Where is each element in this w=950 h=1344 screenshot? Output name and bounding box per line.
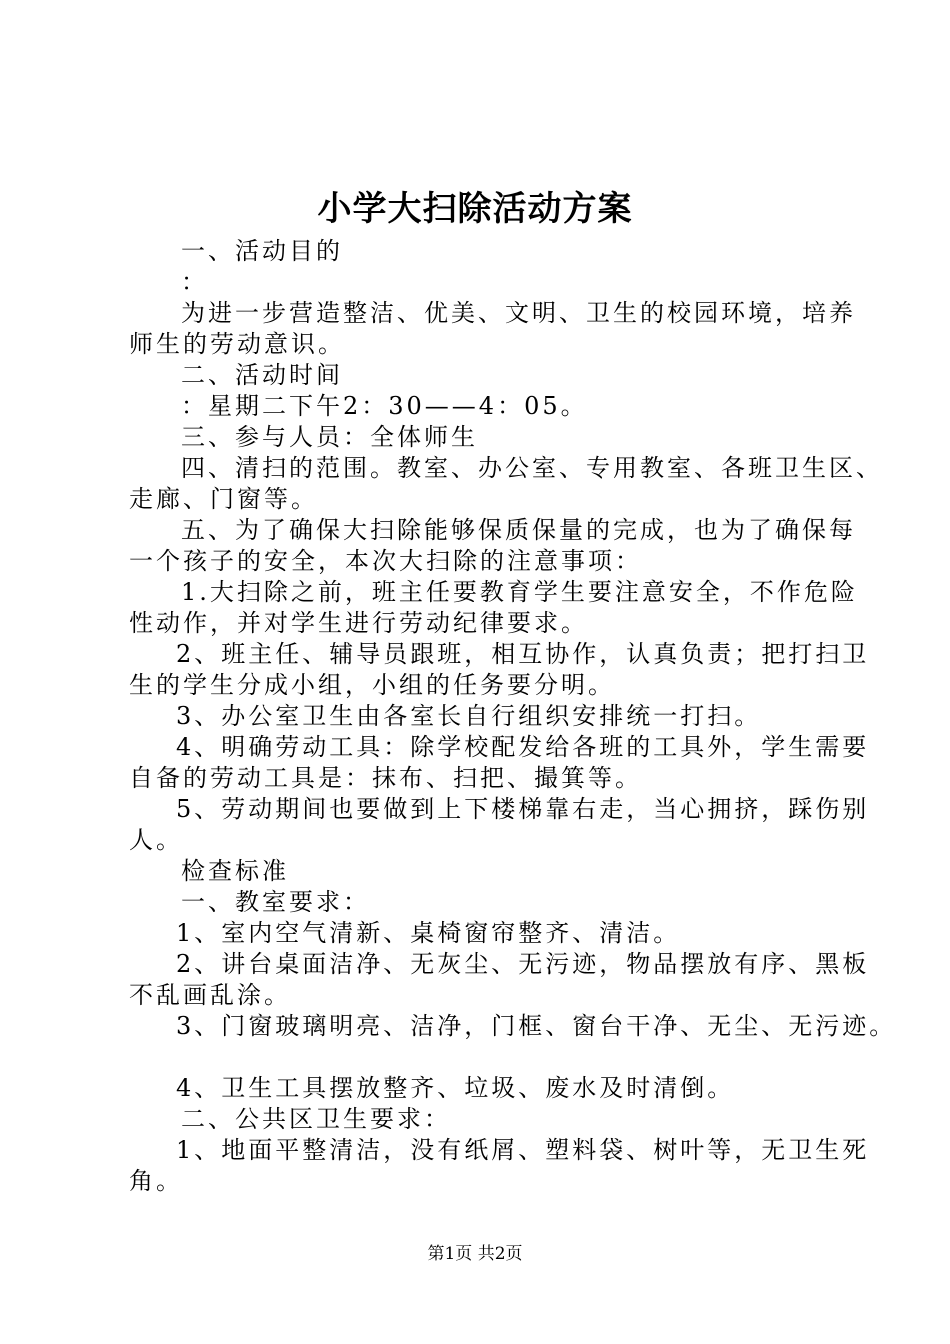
section-heading-public-area: 二、公共区卫生要求： [181,1105,451,1133]
text-line: 师生的劳动意识。 [129,330,345,358]
text-line: 1、室内空气清新、桌椅窗帘整齐、清洁。 [176,919,681,947]
text-line: 3、办公室卫生由各室长自行组织安排统一打扫。 [176,702,762,730]
text-line: ： [181,268,208,296]
document-title: 小学大扫除活动方案 [317,189,633,229]
text-line: 3、门窗玻璃明亮、洁净，门框、窗台干净、无尘、无污迹。 [176,1012,897,1040]
text-line: 五、为了确保大扫除能够保质保量的完成，也为了确保每 [181,516,856,544]
text-line: 为进一步营造整洁、优美、文明、卫生的校园环境，培养 [181,299,856,327]
text-line: 走廊、门窗等。 [129,485,318,513]
text-line: 2、班主任、辅导员跟班，相互协作，认真负责；把打扫卫 [176,640,870,668]
section-heading-purpose: 一、活动目的 [181,237,343,265]
text-line: 角。 [129,1167,183,1195]
document-body [129,236,897,1197]
paragraph-gap [129,1042,849,1073]
text-line: 生的学生分成小组，小组的任务要分明。 [129,671,615,699]
section-heading-classroom: 一、教室要求： [181,888,370,916]
text-line: 自备的劳动工具是：抹布、扫把、撮箕等。 [129,764,642,792]
section-heading-participants: 三、参与人员：全体师生 [181,423,478,451]
text-line: 1.大扫除之前，班主任要教育学生要注意安全，不作危险 [181,578,858,606]
text-line: 2、讲台桌面洁净、无灰尘、无污迹，物品摆放有序、黑板 [176,950,870,978]
text-line: ：星期二下午2：30——4：05。 [181,392,588,420]
text-line: 5、劳动期间也要做到上下楼梯靠右走，当心拥挤，踩伤别 [176,795,870,823]
text-line: 4、明确劳动工具：除学校配发给各班的工具外，学生需要 [176,733,870,761]
page-footer: 第1页 共2页 [427,1244,523,1264]
section-heading-standards: 检查标准 [181,857,289,885]
text-line: 4、卫生工具摆放整齐、垃圾、废水及时清倒。 [176,1074,735,1102]
text-line: 一个孩子的安全，本次大扫除的注意事项： [129,547,642,575]
text-line: 人。 [129,826,183,854]
text-line: 1、地面平整清洁，没有纸屑、塑料袋、树叶等，无卫生死 [176,1136,870,1164]
section-heading-time: 二、活动时间 [181,361,343,389]
text-line: 四、清扫的范围。教室、办公室、专用教室、各班卫生区、 [181,454,883,482]
text-line: 不乱画乱涂。 [129,981,291,1009]
text-line: 性动作，并对学生进行劳动纪律要求。 [129,609,588,637]
